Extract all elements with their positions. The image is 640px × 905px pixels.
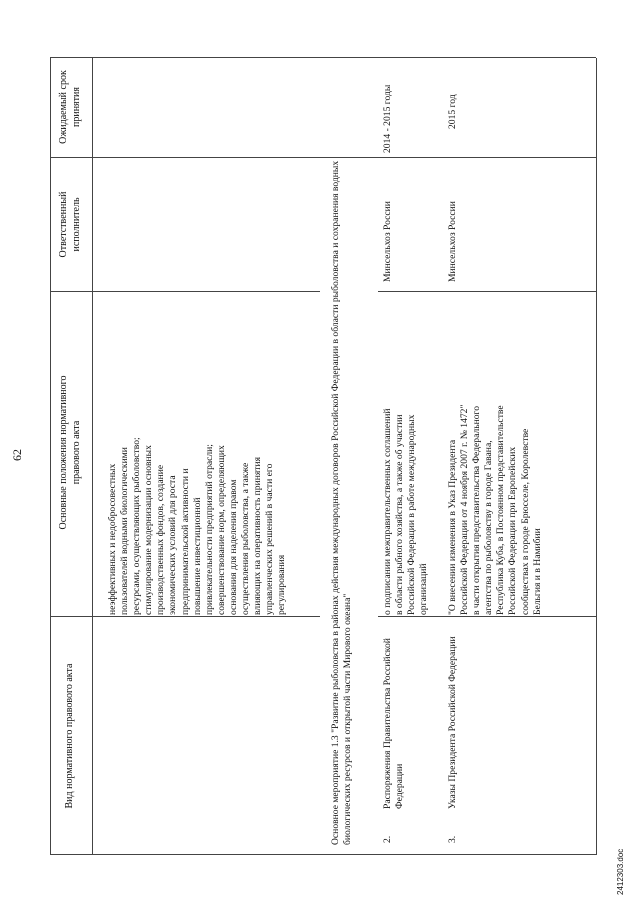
header-executor: Ответственный исполнитель <box>58 191 82 258</box>
row-3-num: 3. <box>447 835 458 843</box>
table-bottom-border <box>596 58 597 855</box>
continuation-text: неэффективных и недобросовестных пользователей водными биологическими ресурсами, осуществляющих рыболовство; стимулирование модернизации основных производственных фондов, создание экономических условий для роста предпринимательской активности и повышение инвестиционной привлекательности предприятий отрасли; совершенствование норм, определяющих основания для наделения правом осуществления рыболовства, а также влияющих на оперативность принятия управленческих решений в части его регулирования <box>107 437 288 615</box>
col-divider-1 <box>50 616 320 617</box>
row-3-type: Указы Президента Российской Федерации <box>447 636 458 809</box>
col-divider-3 <box>50 157 596 158</box>
header-deadline: Ожидаемый срок принятия <box>58 70 82 144</box>
col-divider-1b <box>378 616 596 617</box>
document-id: 2412303.doc <box>616 848 625 895</box>
table-right-border <box>50 57 596 58</box>
row-2-num: 2. <box>382 835 393 843</box>
col-divider-2 <box>50 291 320 292</box>
row-2-deadline: 2014 - 2015 годы <box>382 84 393 153</box>
table-top-border <box>50 58 51 855</box>
row-3-executor: Минсельхоз России <box>447 201 458 282</box>
row-3-deadline: 2015 год <box>447 94 458 129</box>
section-heading: Основное мероприятие 1.3 "Развитие рыболовства в районах действия международных договоров Российской Федерации в области рыболовства и сохранения водных биологических ресурсов и открытой части Мирового океана" <box>330 160 354 845</box>
header-bottom-border <box>92 58 93 855</box>
page-number: 62 <box>10 449 24 461</box>
row-2-type: Распоряжения Правительства Российской Федерации <box>382 638 406 809</box>
header-type: Вид нормативного правового акта <box>64 663 75 809</box>
row-2-executor: Минсельхоз России <box>382 201 393 282</box>
header-provisions: Основные положения нормативного правового акта <box>58 375 82 530</box>
row-3-provisions: "О внесении изменения в Указ Президента Российской Федерации от 4 ноября 2007 г. № 1472" в части открытия представительства Федерального агентства по рыболовству в городе Гавана, Республика Куба, в Постоянном представительстве Российской Федерации при Европейских сообществах в городе Брюсселе, Королевстве Бельгия и в Намибии <box>447 404 543 615</box>
col-divider-2b <box>378 291 596 292</box>
row-2-provisions: о подписании межправительственных соглашений в области рыбного хозяйства, а также об участии Российской Федерации в работе международных организаций <box>382 408 430 615</box>
table-left-border <box>50 854 596 855</box>
